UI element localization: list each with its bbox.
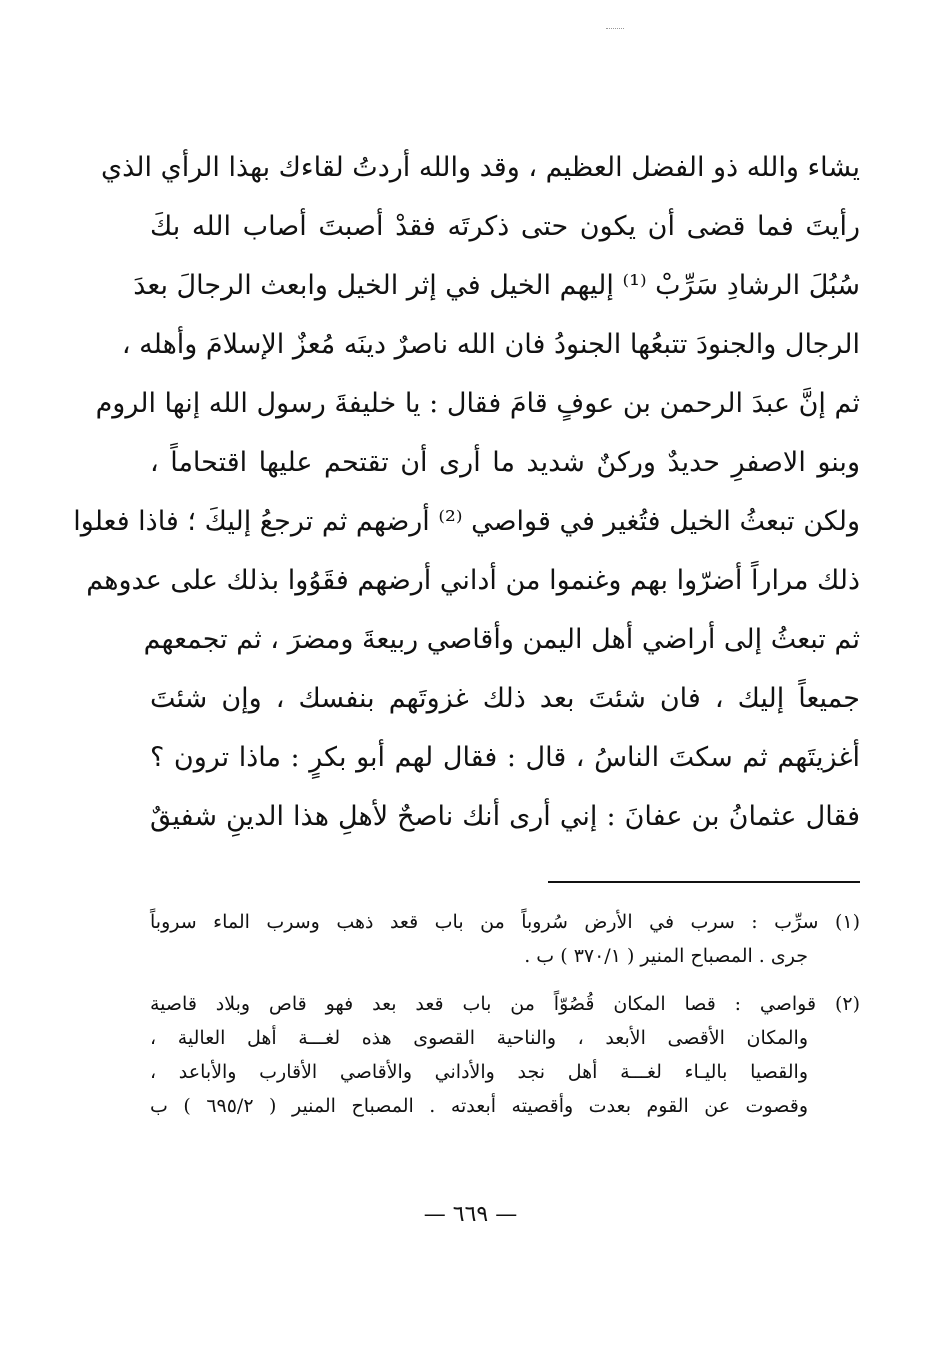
footnote-divider	[548, 881, 860, 883]
main-text	[73, 138, 860, 846]
footnotes	[150, 905, 860, 1137]
footnote-2	[150, 987, 860, 1123]
text-line: ثم إنَّ عبدَ الرحمن بن عوفٍ قامَ فقال : يا خليفةَ رسول الله إنها الروم	[95, 388, 860, 419]
footnote-text: قواصي : قصا المكان قُصُوّاً من باب قعد بعد فهو قاص وبلاد قاصية	[150, 993, 817, 1015]
footnote-line	[150, 905, 860, 939]
footnote-line: والمكان الأقصى الأبعد ، والناحية القصوى هذه لغـــة أهل العالية ،	[150, 1027, 808, 1049]
footnote-number: (٢)	[834, 993, 860, 1015]
footnote-line: جرى . المصباح المنير ( ٣٧٠/١ ) ب .	[524, 945, 808, 967]
footnote-number: (١)	[834, 911, 860, 933]
text-line: ذلك مراراً أضرّوا بهم وغنموا من أداني أرضهم فقَوُوا بذلك على عدوهم	[86, 565, 860, 596]
text-line: وبنو الاصفرِ حديدٌ وركنٌ شديد ما أرى أن تقتحم عليها اقتحاماً ،	[150, 447, 860, 478]
footnote-line: والقصيا باليـاء لغـــة أهل نجد والأداني والأقاصي الأقارب والأباعد ،	[150, 1061, 808, 1083]
footnote-text: سرِّب : سرب في الأرض سُروباً من باب قعد ذهب وسرب الماء سروباً	[150, 911, 819, 933]
footnote-1	[150, 905, 860, 973]
scan-mark	[606, 28, 624, 29]
footnote-line: وقصوت عن القوم بعدت وأقصيته أبعدته . المصباح المنير ( ٦٩٥/٢ ) ب	[150, 1095, 808, 1117]
text-line: جميعاً إليك ، فان شئتَ بعد ذلك غزوتَهم بنفسك ، وإن شئتَ	[150, 683, 860, 714]
text-line: ولكن تبعثُ الخيل فتُغير في قواصي ⁽²⁾ أرضهم ثم ترجعُ إليكَ ؛ فاذا فعلوا	[73, 506, 860, 537]
text-line: رأيتَ فما قضى أن يكون حتى ذكرتَه فقدْ أصبتَ أصاب الله بكَ	[150, 211, 860, 242]
footnote-line	[150, 987, 860, 1021]
page-number: — ٦٦٩ —	[423, 1202, 518, 1227]
text-line: فقال عثمانُ بن عفانَ : إني أرى أنك ناصحٌ لأهلِ هذا الدينِ شفيقٌ	[150, 801, 860, 832]
text-line: سُبُلَ الرشادِ سَرِّبْ ⁽¹⁾ إليهم الخيل في إثر الخيل وابعث الرجالَ بعدَ	[133, 270, 860, 301]
text-line: أغزيتَهم ثم سكتَ الناسُ ، قال : فقال لهم أبو بكرٍ : ماذا ترون ؟	[150, 742, 860, 773]
text-line: ثم تبعثُ إلى أراضي أهل اليمن وأقاصي ربيعةَ ومضرَ ، ثم تجمعهم	[143, 624, 860, 655]
text-line: الرجال والجنودَ تتبعُها الجنودُ فان الله ناصرٌ دينَه مُعزٌ الإسلامَ وأهله ،	[121, 329, 860, 360]
text-line: يشاء والله ذو الفضل العظيم ، وقد والله أردتُ لقاءك بهذا الرأي الذي	[100, 152, 860, 183]
